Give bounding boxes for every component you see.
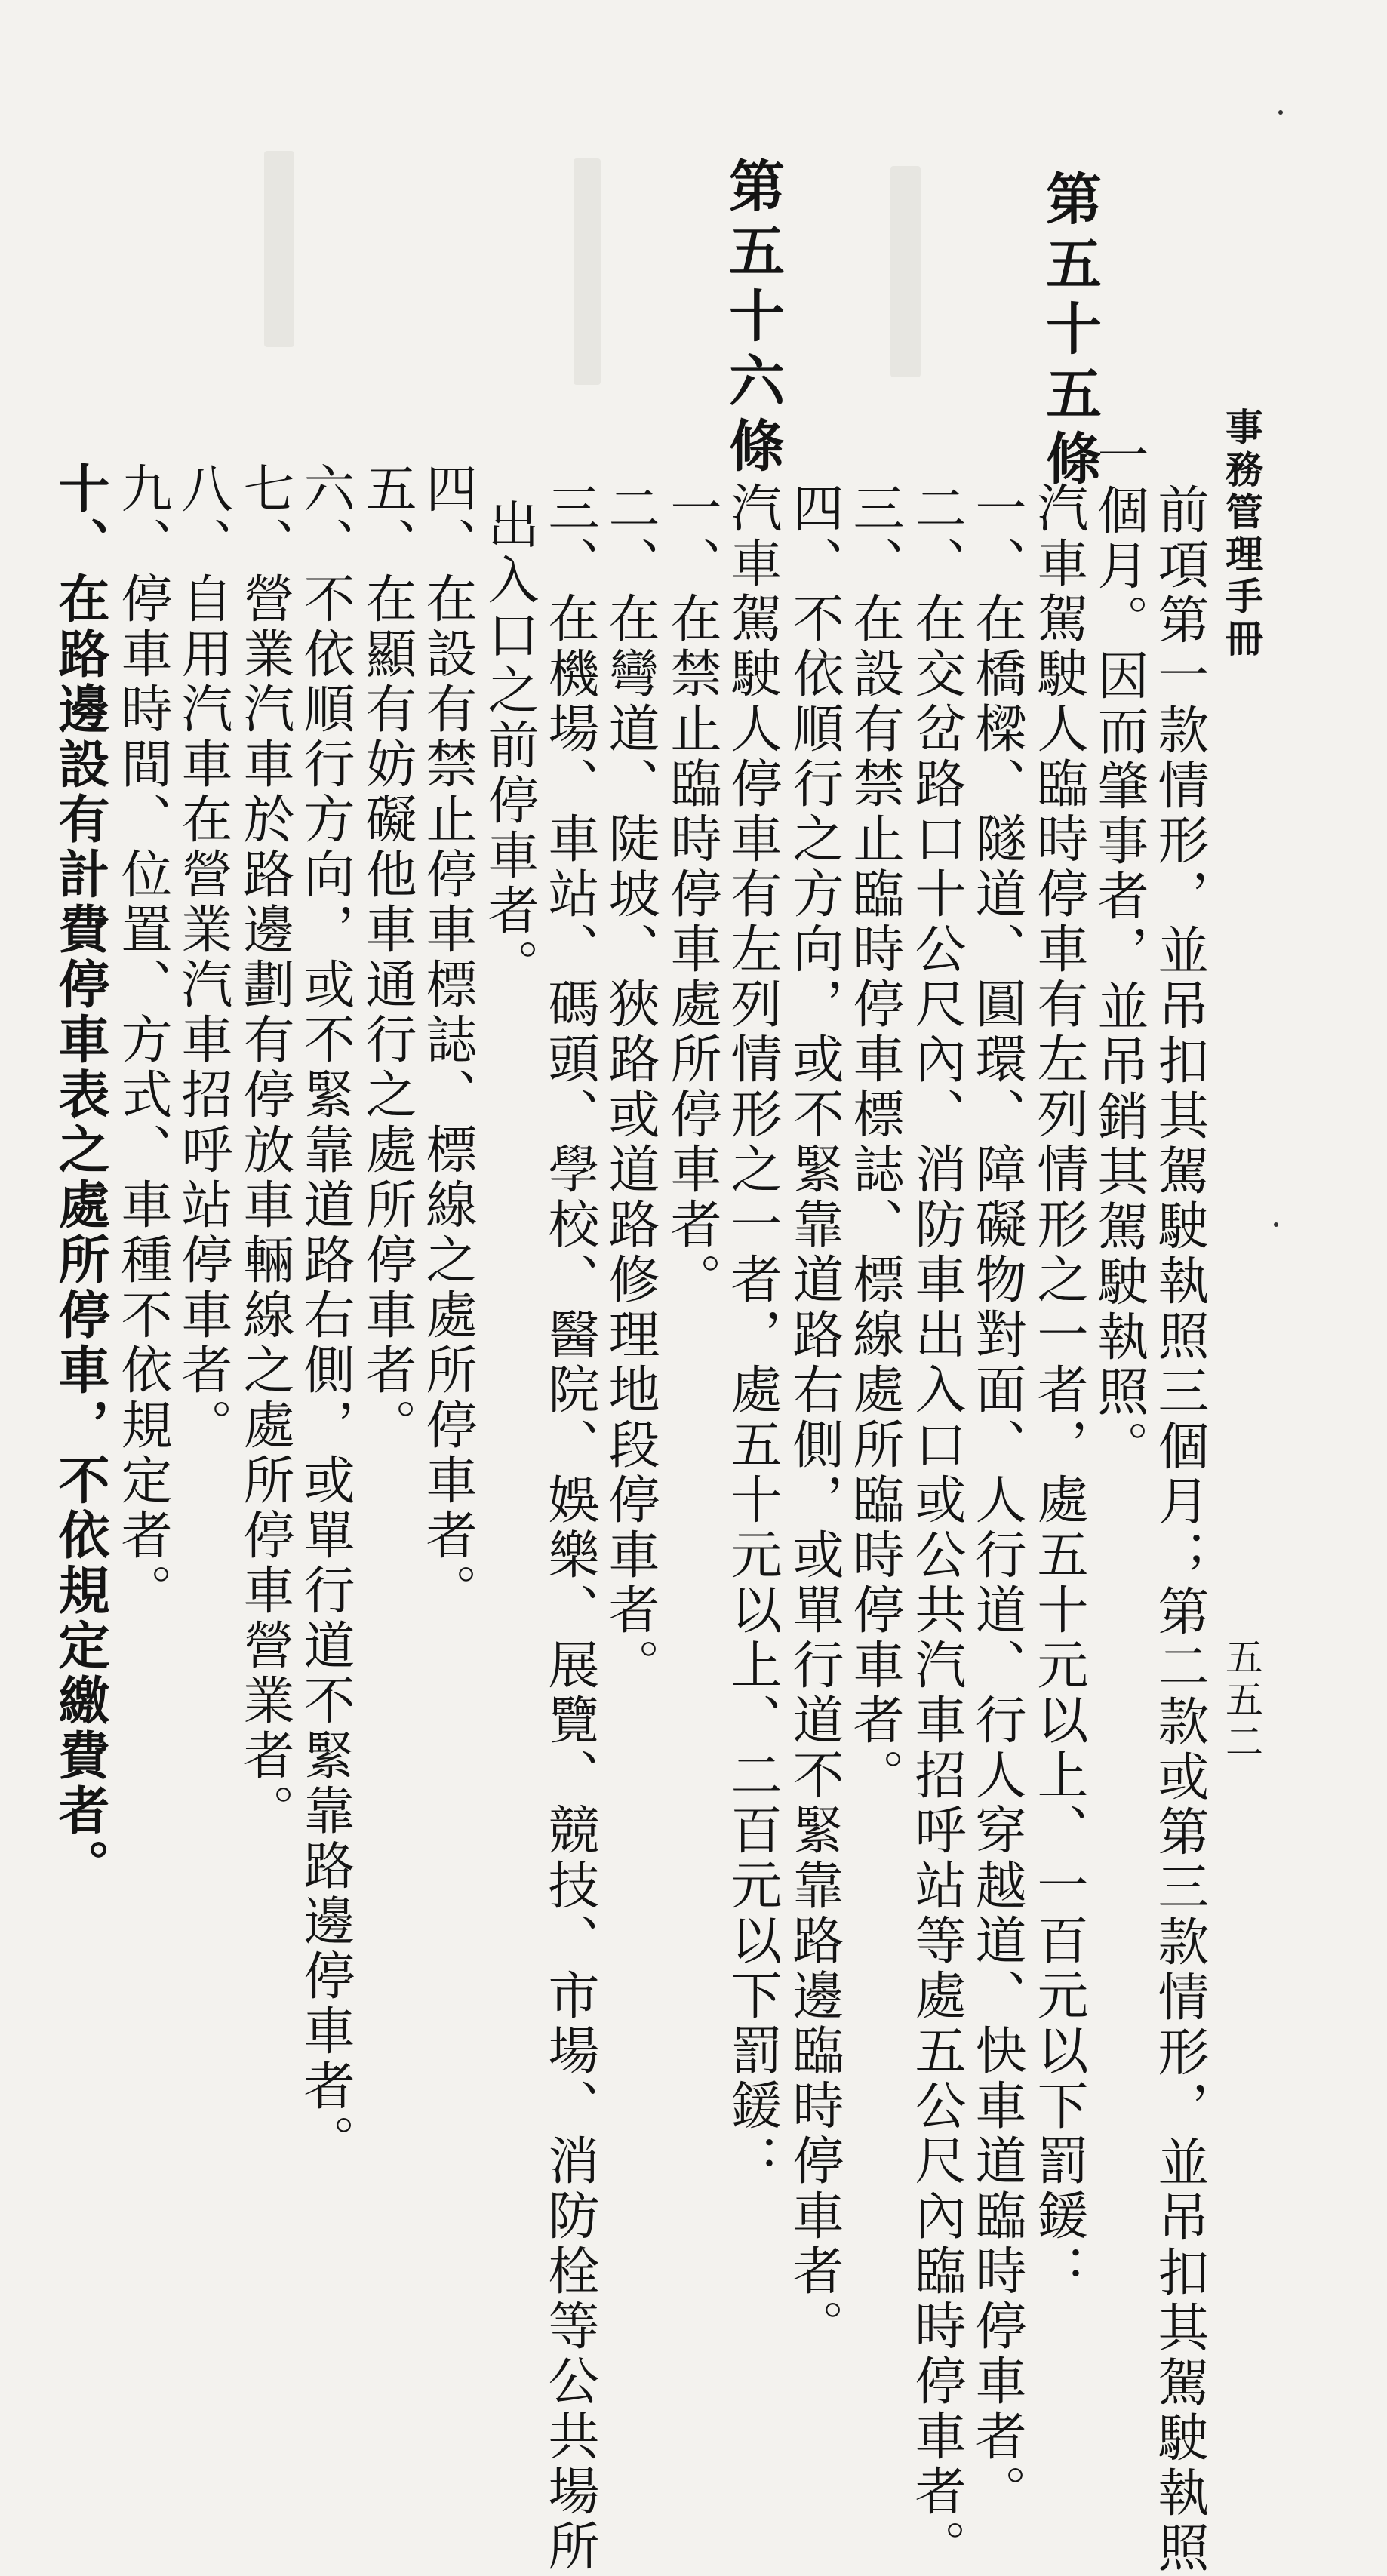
article-56-item-6: 六、不依順行方向，或不緊靠道路右側，或單行道不緊靠路邊停車者。	[295, 462, 355, 2169]
article-56-item-5: 五、在顯有妨礙他車通行之處所停車者。	[357, 462, 417, 1453]
speck	[1278, 110, 1283, 115]
article-55-line-1: 前項第一款情形，並吊扣其駕駛執照三個月；第二款或第三款情形，並吊扣其駕駛執照	[1149, 483, 1209, 2576]
article-55-item-2: 二、在交岔路口十公尺內、消防車出入口或公共汽車招呼站等處五公尺內臨時停車者。	[906, 481, 966, 2574]
article-55-item-3: 三、在設有禁止臨時停車標誌、標線處所臨時停車者。	[844, 481, 904, 1803]
article-56-item-1: 一、在禁止臨時停車處所停車者。	[662, 481, 721, 1308]
article-56-item-4: 四、在設有禁止停車標誌、標線之處所停車者。	[417, 462, 477, 1618]
bleed-through-mark	[264, 151, 294, 347]
article-55-title: 第五十五條	[1037, 170, 1102, 494]
article-56-item-10: 十、在路邊設有計費停車表之處所停車，不依規定繳費者。	[50, 462, 110, 1894]
article-56-item-8: 八、自用汽車在營業汽車招呼站停車者。	[173, 462, 232, 1453]
article-56-item-2: 二、在彎道、陡坡、狹路或道路修理地段停車者。	[600, 481, 660, 1693]
speck	[1274, 1222, 1278, 1227]
article-55-item-4: 四、不依順行之方向，或不緊靠道路右側，或單行道不緊靠路邊臨時停車者。	[784, 481, 844, 2354]
page-number: 五五二	[1219, 1637, 1263, 1764]
article-55-line-2: 一個月。因而肇事者，並吊銷其駕駛執照。	[1089, 429, 1149, 1475]
article-55-item-1: 一、在橋樑、隧道、圓環、障礙物對面、人行道、行人穿越道、快車道臨時停車者。	[967, 481, 1026, 2519]
article-55-line-3: 汽車駕駛人臨時停車有左列情形之一者，處五十元以上、一百元以下罰鍰：	[1029, 481, 1088, 2299]
article-56-item-3: 三、在機場、車站、碼頭、學校、醫院、娛樂、展覽、競技、市場、消防栓等公共場所	[540, 481, 599, 2574]
article-56-item-9: 九、停車時間、位置、方式、車種不依規定者。	[112, 462, 172, 1618]
article-56-item-3-cont: 出入口之前停車者。	[479, 498, 539, 994]
article-56-title: 第五十六條	[720, 157, 785, 481]
bleed-through-mark	[574, 158, 601, 385]
article-56-line-1: 汽車駕駛人停車有左列情形之一者，處五十元以上、二百元以下罰鍰：	[722, 481, 782, 2189]
running-header: 事務管理手冊	[1219, 407, 1264, 661]
bleed-through-mark	[890, 166, 921, 377]
article-56-item-7: 七、營業汽車於路邊劃有停放車輛線之處所停車營業者。	[235, 462, 294, 1839]
